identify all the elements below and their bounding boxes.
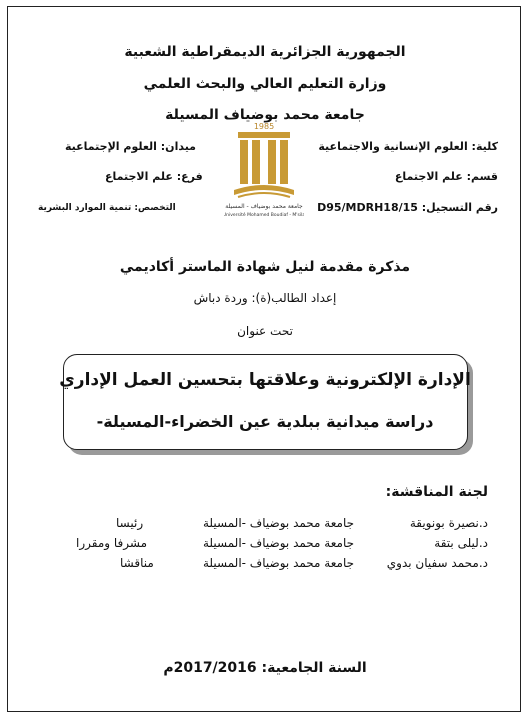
thesis-subtitle: دراسة ميدانية ببلدية عين الخضراء-المسيلة- [96,412,434,431]
member-affiliation: جامعة محمد بوضياف -المسيلة [203,556,355,570]
member-affiliation: جامعة محمد بوضياف -المسيلة [203,516,355,530]
university-line: جامعة محمد بوضياف المسيلة [165,107,365,123]
under-title: تحت عنوان [237,324,293,338]
field-label: ميدان: العلوم الإجتماعية [65,140,196,153]
thesis-purpose: مذكرة مقدمة لنيل شهادة الماستر أكاديمي [119,259,411,275]
logo-year: 1985 [253,122,275,131]
faculty-label: كلية: العلوم الإنسانية والاجتماعية [318,140,498,153]
member-name: د.نصيرة بونويقة [409,516,488,530]
member-name: د.محمد سفيان بدوي [386,556,488,570]
member-affiliation: جامعة محمد بوضياف -المسيلة [203,536,355,550]
academic-year: السنة الجامعية: 2017/2016م [163,660,367,676]
title-box [63,354,468,450]
ministry-line: وزارة التعليم العالي والبحث العلمي [143,76,387,92]
university-logo [224,118,304,218]
committee-heading: لجنة المناقشة: [385,484,488,500]
department-label: قسم: علم الاجتماع [394,170,498,183]
logo-name-fr: Université Mohamed Boudiaf - M'sila [224,213,304,218]
thesis-title: الإدارة الإلكترونية وعلاقتها بتحسين العمل الإداري [59,370,471,390]
prepared-by: إعداد الطالب(ة): وردة دباش [193,291,337,305]
registration-label: رقم التسجيل: 15/D95/MDRH18 [317,201,498,214]
member-role: رئيسا [116,516,144,530]
logo-name-ar: جامعة محمد بوضياف - المسيلة [225,203,303,210]
member-name: د.ليلى بتقة [434,536,488,550]
branch-label: فرع: علم الاجتماع [105,170,203,183]
specialty-label: التخصص: تنمية الموارد البشرية [38,203,176,213]
member-role: مشرفا ومقررا [76,536,148,550]
member-role: مناقشا [120,556,154,570]
republic-line: الجمهورية الجزائرية الديمقراطية الشعبية [124,44,406,60]
